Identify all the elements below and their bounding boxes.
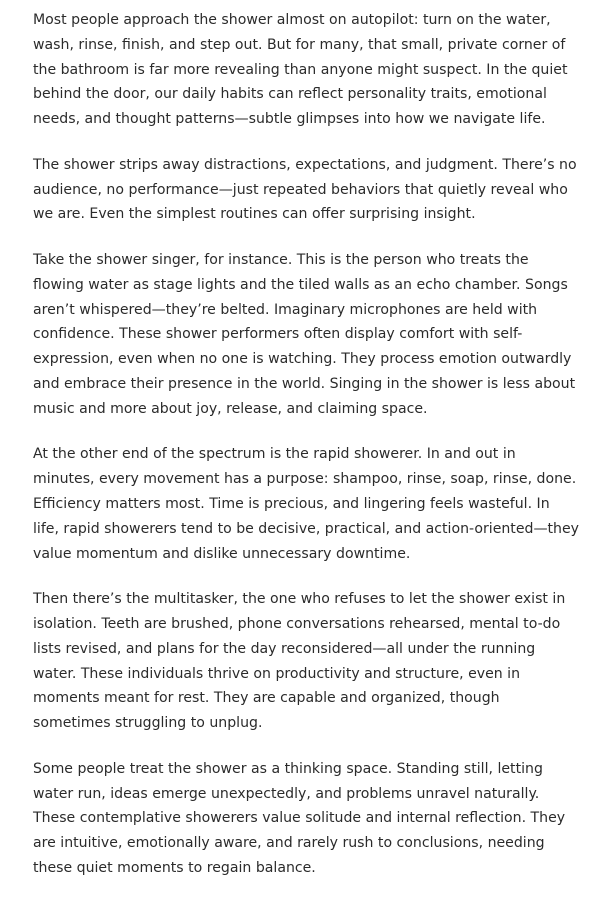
paragraph-shower-singer: Take the shower singer, for instance. This is the person who treats the flowing water as stage lights and the tiled walls as an echo chamber. Songs aren’t whispered—they’re belted. Imaginary microphones are held with confidence. These shower performers often display comfort with self-expression, even when no one is watching. They process emotion outwardly and embrace their presence in the world. Singing in the shower is less about music and more about joy, release, and claiming space.: [33, 251, 576, 417]
paragraph-multitasker: Then there’s the multitasker, the one who refuses to let the shower exist in isolation. Teeth are brushed, phone conversations rehearsed, mental to-do lists revised, and plans for the day reconsidered—all under the running water. These individuals thrive on productivity and structure, even in moments meant for rest. They are capable and organized, though sometimes struggling to unplug.: [33, 591, 566, 732]
paragraph-rapid-showerer: At the other end of the spectrum is the rapid showerer. In and out in minutes, every movement has a purpose: shampoo, rinse, soap, rinse, done. Efficiency matters most. Time is precious, and lingering feels wasteful. In life, rapid showerers tend to be decisive, practical, and action-oriented—they value momentum and dislike unnecessary downtime.: [33, 446, 580, 562]
paragraph-distractions: The shower strips away distractions, expectations, and judgment. There’s no audience, no performance—just repeated behaviors that quietly reveal who we are. Even the simplest routines can offer surprising insight.: [33, 156, 577, 223]
paragraph-intro: Most people approach the shower almost on autopilot: turn on the water, wash, rinse, finish, and step out. But for many, that small, private corner of the bathroom is far more revealing than anyone might suspect. In the quiet behind the door, our daily habits can reflect personality traits, emotional needs, and thought patterns—subtle glimpses into how we navigate life.: [33, 12, 568, 128]
article-body: [33, 8, 579, 901]
paragraph-thinker: Some people treat the shower as a thinking space. Standing still, letting water run, ideas emerge unexpectedly, and problems unravel naturally. These contemplative showerers value solitude and internal reflection. They are intuitive, emotionally aware, and rarely rush to conclusions, needing these quiet moments to regain balance.: [33, 760, 566, 876]
